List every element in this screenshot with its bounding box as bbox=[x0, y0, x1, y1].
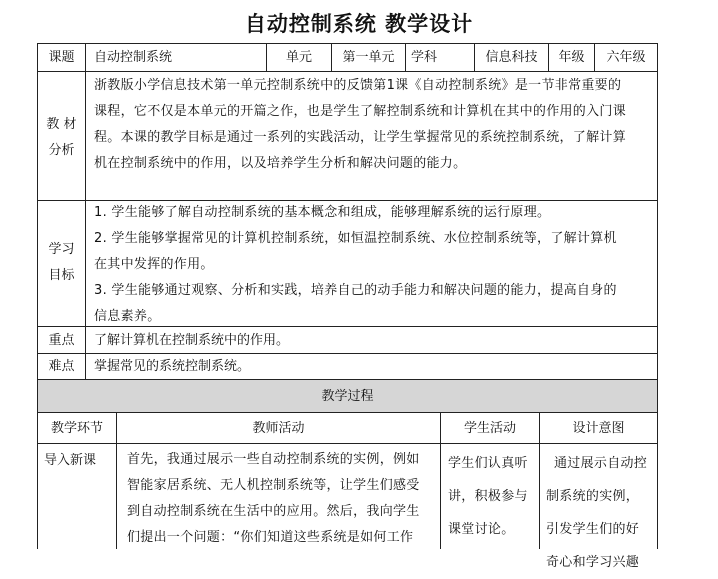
intent-line: 引发学生们的好 bbox=[546, 522, 640, 537]
process-stage: 导入新课 bbox=[44, 453, 97, 468]
header-value-unit: 第一单元 bbox=[342, 50, 395, 65]
material-line: 机在控制系统中的作用，以及培养学生分析和解决问题的能力。 bbox=[94, 156, 467, 171]
header-value-discipline: 信息科技 bbox=[485, 50, 538, 65]
teacher-line: 们提出一个问题：“你们知道这些系统是如何工作 bbox=[127, 530, 414, 545]
intent-line: 通过展示自动控 bbox=[554, 456, 648, 471]
process-teacher-activity bbox=[127, 447, 437, 551]
goals-line: 3. 学生能够通过观察、分析和实践，培养自己的动手能力和解决问题的能力，提高自身的 bbox=[94, 283, 617, 298]
table-border bbox=[37, 71, 658, 72]
goals-line: 在其中发挥的作用。 bbox=[94, 257, 214, 272]
table-border bbox=[657, 43, 658, 549]
document-title: 自动控制系统 教学设计 bbox=[244, 12, 474, 36]
goals-label-line: 目标 bbox=[48, 268, 75, 283]
key-text: 了解计算机在控制系统中的作用。 bbox=[94, 333, 290, 348]
process-heading: 教学过程 bbox=[321, 388, 374, 404]
goals-line: 信息素养。 bbox=[94, 309, 161, 324]
goals-line: 1. 学生能够了解自动控制系统的基本概念和组成，能够理解系统的运行原理。 bbox=[94, 205, 551, 220]
goals-line: 2. 学生能够掌握常见的计算机控制系统，如恒温控制系统、水位控制系统等，了解计算机 bbox=[94, 231, 617, 246]
goals-label bbox=[38, 237, 85, 289]
header-key-unit: 单元 bbox=[285, 50, 312, 65]
material-label-line: 教 材 bbox=[46, 117, 77, 132]
material-line: 程。本课的教学目标是通过一系列的实践活动，让学生掌握常见的系统控制系统，了解计算 bbox=[94, 130, 627, 145]
process-col-stage: 教学环节 bbox=[50, 420, 103, 436]
material-line: 浙教版小学信息技术第一单元控制系统中的反馈第1课《自动控制系统》是一节非常重要的 bbox=[94, 78, 622, 93]
process-col-intent: 设计意图 bbox=[572, 420, 625, 436]
student-line: 课堂讨论。 bbox=[448, 522, 515, 537]
material-text bbox=[94, 73, 656, 177]
material-label-line: 分析 bbox=[48, 143, 75, 158]
table-border bbox=[85, 43, 86, 379]
intent-line: 奇心和学习兴趣 bbox=[546, 555, 640, 570]
teacher-line: 智能家居系统、无人机控制系统等，让学生们感受 bbox=[127, 478, 420, 493]
process-col-student: 学生活动 bbox=[463, 420, 516, 436]
header-value-grade: 六年级 bbox=[606, 50, 646, 65]
difficulty-label: 难点 bbox=[48, 359, 75, 374]
header-value-subject: 自动控制系统 bbox=[94, 50, 173, 65]
table-border bbox=[405, 43, 406, 71]
process-design-intent bbox=[546, 447, 656, 579]
header-key-grade: 年级 bbox=[558, 50, 585, 65]
intent-line: 制系统的实例， bbox=[546, 489, 640, 504]
header-key-discipline: 学科 bbox=[411, 50, 438, 65]
student-line: 讲，积极参与 bbox=[448, 489, 528, 504]
difficulty-text: 掌握常见的系统控制系统。 bbox=[94, 359, 251, 374]
table-border bbox=[37, 353, 658, 354]
process-col-teacher: 教师活动 bbox=[252, 420, 305, 436]
material-line: 课程，它不仅是本单元的开篇之作，也是学生了解控制系统和计算机在其中的作用的入门课 bbox=[94, 104, 627, 119]
table-border bbox=[37, 443, 658, 444]
process-student-activity bbox=[448, 447, 538, 546]
goals-label-line: 学习 bbox=[48, 242, 75, 257]
student-line: 学生们认真听 bbox=[448, 456, 528, 471]
key-label: 重点 bbox=[48, 332, 75, 348]
teacher-line: 首先，我通过展示一些自动控制系统的实例，例如 bbox=[127, 452, 420, 467]
header-key-subject: 课题 bbox=[48, 50, 75, 65]
goals-text bbox=[94, 200, 656, 330]
teacher-line: 到自动控制系统在生活中的应用。然后，我向学生 bbox=[127, 504, 420, 519]
material-label bbox=[38, 112, 85, 164]
